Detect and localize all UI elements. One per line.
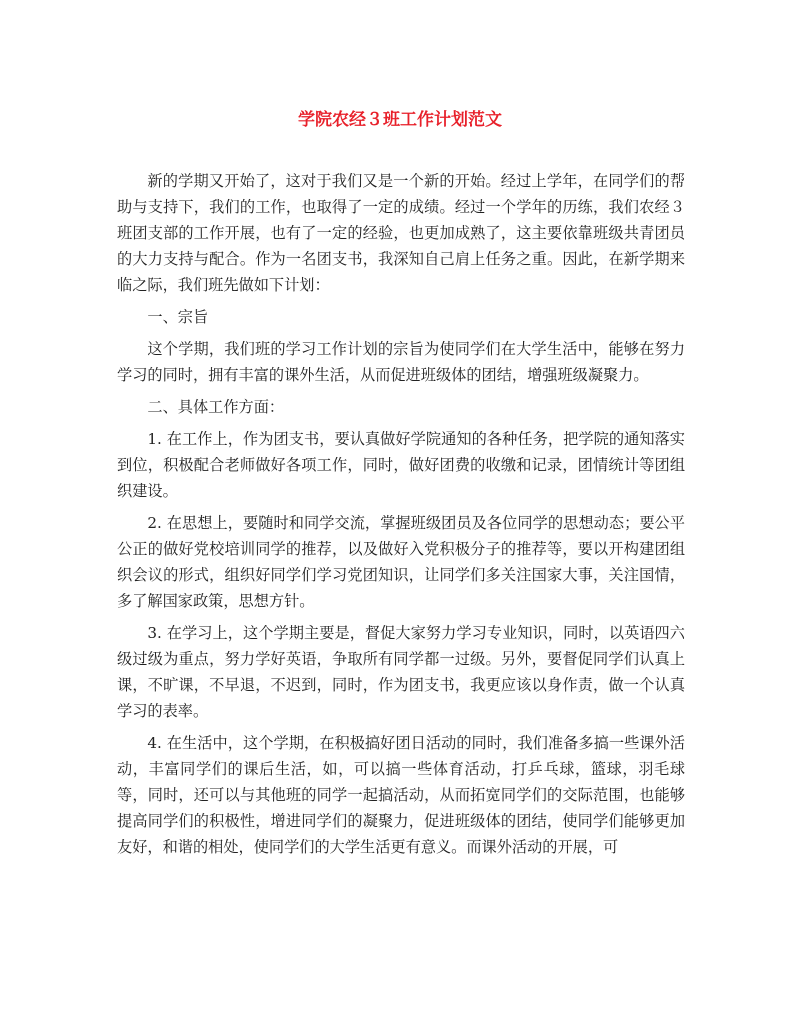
intro-paragraph: 新的学期又开始了，这对于我们又是一个新的开始。经过上学年，在同学们的帮助与支持下，我们的工作，也取得了一定的成绩。经过一个学年的历练，我们农经３班团支部的工作开展，也有了一定的经验，也更加成熟了，这主要依靠班级共青团员的大力支持与配合。作为一名团支书，我深知自己肩上任务之重。因此，在新学期来临之际，我们班先做如下计划： [117,172,685,294]
document-body [117,168,685,866]
work-item-4: 4. 在生活中，这个学期，在积极搞好团日活动的同时，我们准备多搞一些课外活动，丰富同学们的课后生活，如，可以搞一些体育活动，打乒乓球，篮球，羽毛球等，同时，还可以与其他班的同学一起搞活动，从而拓宽同学们的交际范围，也能够提高同学们的积极性，增进同学们的凝聚力，促进班级体的团结，使同学们能够更加友好，和谐的相处，使同学们的大学生活更有意义。而课外活动的开展，可 [117,734,685,856]
work-item-1: 1. 在工作上，作为团支书，要认真做好学院通知的各种任务，把学院的通知落实到位，积极配合老师做好各项工作，同时，做好团费的收缴和记录，团情统计等团组织建设。 [117,430,685,500]
work-item-3: 3. 在学习上，这个学期主要是，督促大家努力学习专业知识，同时，以英语四六级过级为重点，努力学好英语，争取所有同学都一过级。另外，要督促同学们认真上课，不旷课，不早退，不迟到，同时，作为团支书，我更应该以身作责，做一个认真学习的表率。 [117,624,685,720]
section-heading-work: 二、具体工作方面： [147,398,285,416]
section-heading-purpose: 一、宗旨 [147,308,209,326]
purpose-paragraph: 这个学期，我们班的学习工作计划的宗旨为使同学们在大学生活中，能够在努力学习的同时，拥有丰富的课外生活，从而促进班级体的团结，增强班级凝聚力。 [117,340,685,384]
work-item-2: 2. 在思想上，要随时和同学交流，掌握班级团员及各位同学的思想动态；要公平公正的做好党校培训同学的推荐，以及做好入党积极分子的推荐等，要以开构建团组织会议的形式，组织好同学们学习党团知识，让同学们多关注国家大事，关注国情，多了解国家政策，思想方针。 [117,514,685,610]
document-title: 学院农经３班工作计划范文 [298,110,502,130]
